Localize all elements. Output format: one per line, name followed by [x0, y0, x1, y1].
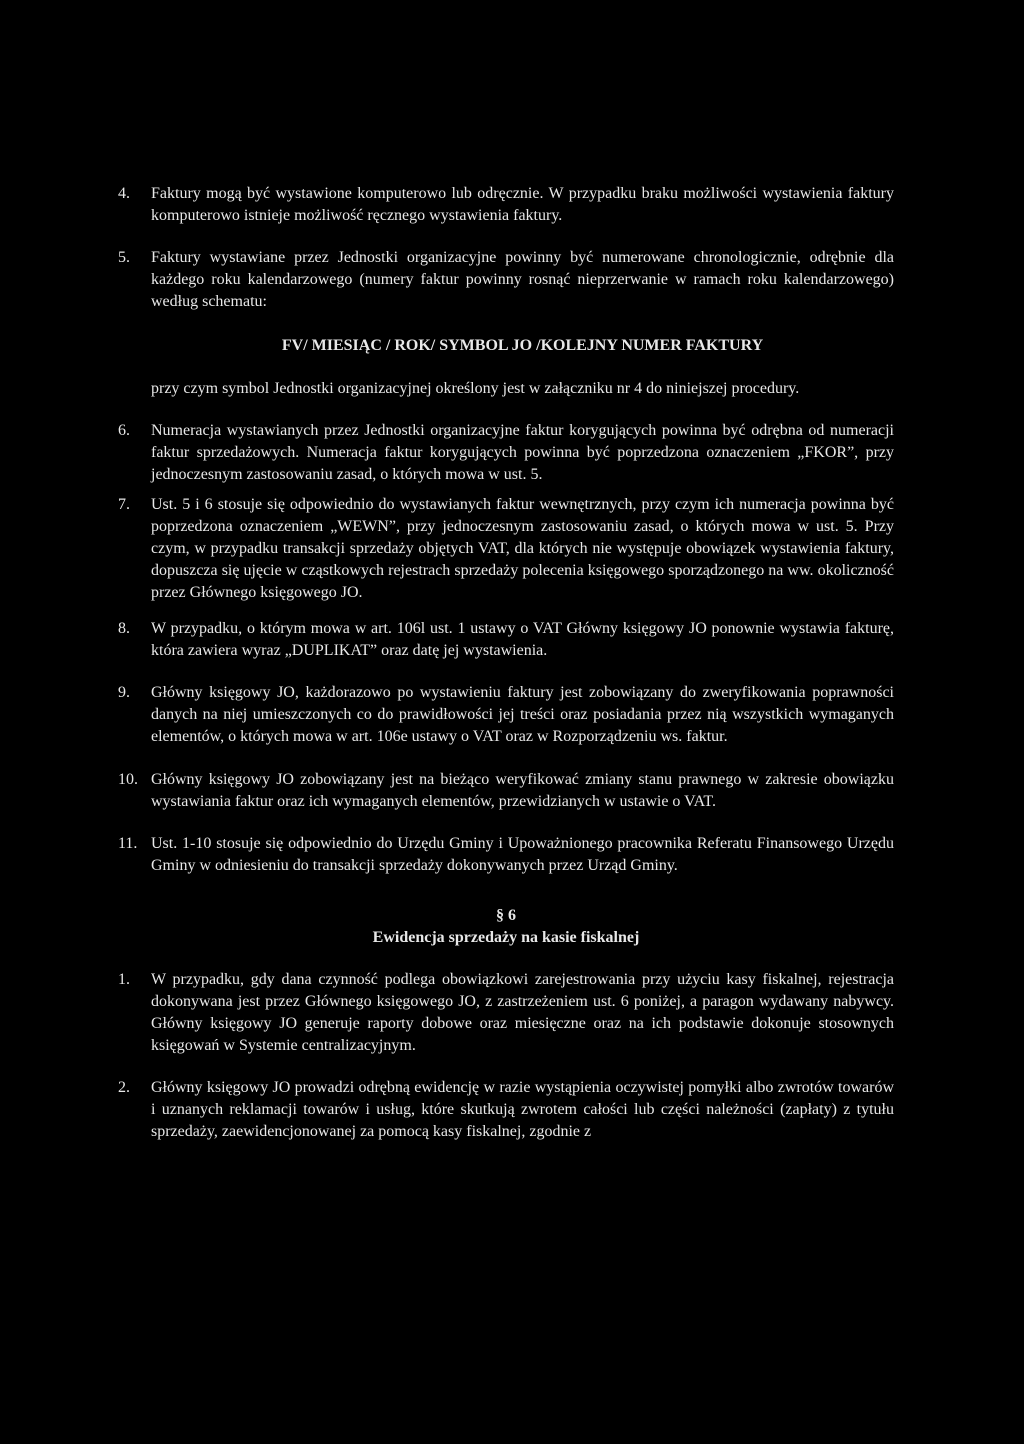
item-text: Główny księgowy JO, każdorazowo po wystawieniu faktury jest zobowiązany do zweryfikowania poprawności danych na niej umieszczonych co do prawidłowości jej treści oraz posiadania przez nią wszystkich wymaganych elementów, o których mowa w art. 106e ustawy o VAT oraz w Rozporządzeniu ws. faktur. — [151, 684, 894, 745]
item-number: 10. — [118, 771, 138, 788]
item-text: W przypadku, o którym mowa w art. 106l ust. 1 ustawy o VAT Główny księgowy JO ponownie wystawia fakturę, która zawiera wyraz „DUPLIKAT” oraz datę jej wystawienia. — [151, 620, 894, 659]
schema-note: przy czym symbol Jednostki organizacyjnej określony jest w załączniku nr 4 do niniejszej procedury. — [151, 380, 800, 397]
item-number: 8. — [118, 620, 130, 637]
item-number: 6. — [118, 422, 130, 439]
list-item — [118, 494, 894, 604]
list-item — [118, 247, 894, 313]
list-item — [118, 682, 894, 748]
list-item — [118, 420, 894, 486]
item-number: 7. — [118, 496, 130, 513]
invoice-number-schema: FV/ MIESIĄC / ROK/ SYMBOL JO /KOLEJNY NUMER FAKTURY — [281, 337, 764, 354]
list-item — [118, 969, 894, 1057]
item-text: Faktury mogą być wystawione komputerowo lub odręcznie. W przypadku braku możliwości wystawienia faktury komputerowo istnieje możliwość ręcznego wystawienia faktury. — [151, 185, 894, 224]
list-item — [118, 1077, 894, 1143]
item-text: Główny księgowy JO prowadzi odrębną ewidencję w razie wystąpienia oczywistej pomyłki albo zwrotów towarów i uznanych reklamacji towarów i usług, które skutkują zwrotem całości lub części należności (zapłaty) z tytułu sprzedaży, zaewidencjonowanej za pomocą kasy fiskalnej, zgodnie z — [151, 1079, 894, 1140]
item-text: Główny księgowy JO zobowiązany jest na bieżąco weryfikować zmiany stanu prawnego w zakresie obowiązku wystawiania faktur oraz ich wymaganych elementów, przewidzianych w ustawie o VAT. — [151, 771, 894, 810]
item-text: W przypadku, gdy dana czynność podlega obowiązkowi zarejestrowania przy użyciu kasy fiskalnej, rejestracja dokonywana jest przez Głównego księgowego JO, z zastrzeżeniem ust. 6 poniżej, a paragon wydawany nabywcy. Główny księgowy JO generuje raporty dobowe oraz miesięczne oraz na ich podstawie dokonuje stosownych księgowań w Systemie centralizacyjnym. — [151, 971, 894, 1054]
section-number: § 6 — [496, 907, 516, 924]
list-item — [118, 833, 894, 877]
item-number: 9. — [118, 684, 130, 701]
list-item — [118, 769, 894, 813]
list-item — [118, 183, 894, 227]
item-number: 2. — [118, 1079, 130, 1096]
item-number: 4. — [118, 185, 130, 202]
list-item — [118, 618, 894, 662]
document-page — [118, 183, 894, 1143]
item-number: 1. — [118, 971, 130, 988]
section-title: Ewidencja sprzedaży na kasie fiskalnej — [372, 929, 640, 946]
item-text: Ust. 5 i 6 stosuje się odpowiednio do wystawianych faktur wewnętrznych, przy czym ich numeracja powinna być poprzedzona oznaczeniem „WEWN”, przy jednoczesnym zastosowaniu zasad, o których mowa w ust. 5. Przy czym, w przypadku transakcji sprzedaży objętych VAT, dla których nie występuje obowiązek wystawienia faktury, dopuszcza się ujęcie w cząstkowych rejestrach sprzedaży polecenia księgowego sporządzonego na ww. okoliczność przez Głównego księgowego JO. — [151, 496, 894, 601]
item-number: 11. — [118, 835, 138, 852]
item-text: Ust. 1-10 stosuje się odpowiednio do Urzędu Gminy i Upoważnionego pracownika Referatu Finansowego Urzędu Gminy w odniesieniu do transakcji sprzedaży dokonywanych przez Urząd Gminy. — [151, 835, 894, 874]
item-text: Faktury wystawiane przez Jednostki organizacyjne powinny być numerowane chronologicznie, odrębnie dla każdego roku kalendarzowego (numery faktur powinny rosnąć nieprzerwanie w ramach roku kalendarzowego) według schematu: — [151, 249, 894, 310]
item-number: 5. — [118, 249, 130, 266]
item-text: Numeracja wystawianych przez Jednostki organizacyjne faktur korygujących powinna być odrębna od numeracji faktur sprzedażowych. Numeracja faktur korygujących powinna być poprzedzona oznaczeniem „FKOR”, przy jednoczesnym zastosowaniu zasad, o których mowa w ust. 5. — [151, 422, 894, 483]
